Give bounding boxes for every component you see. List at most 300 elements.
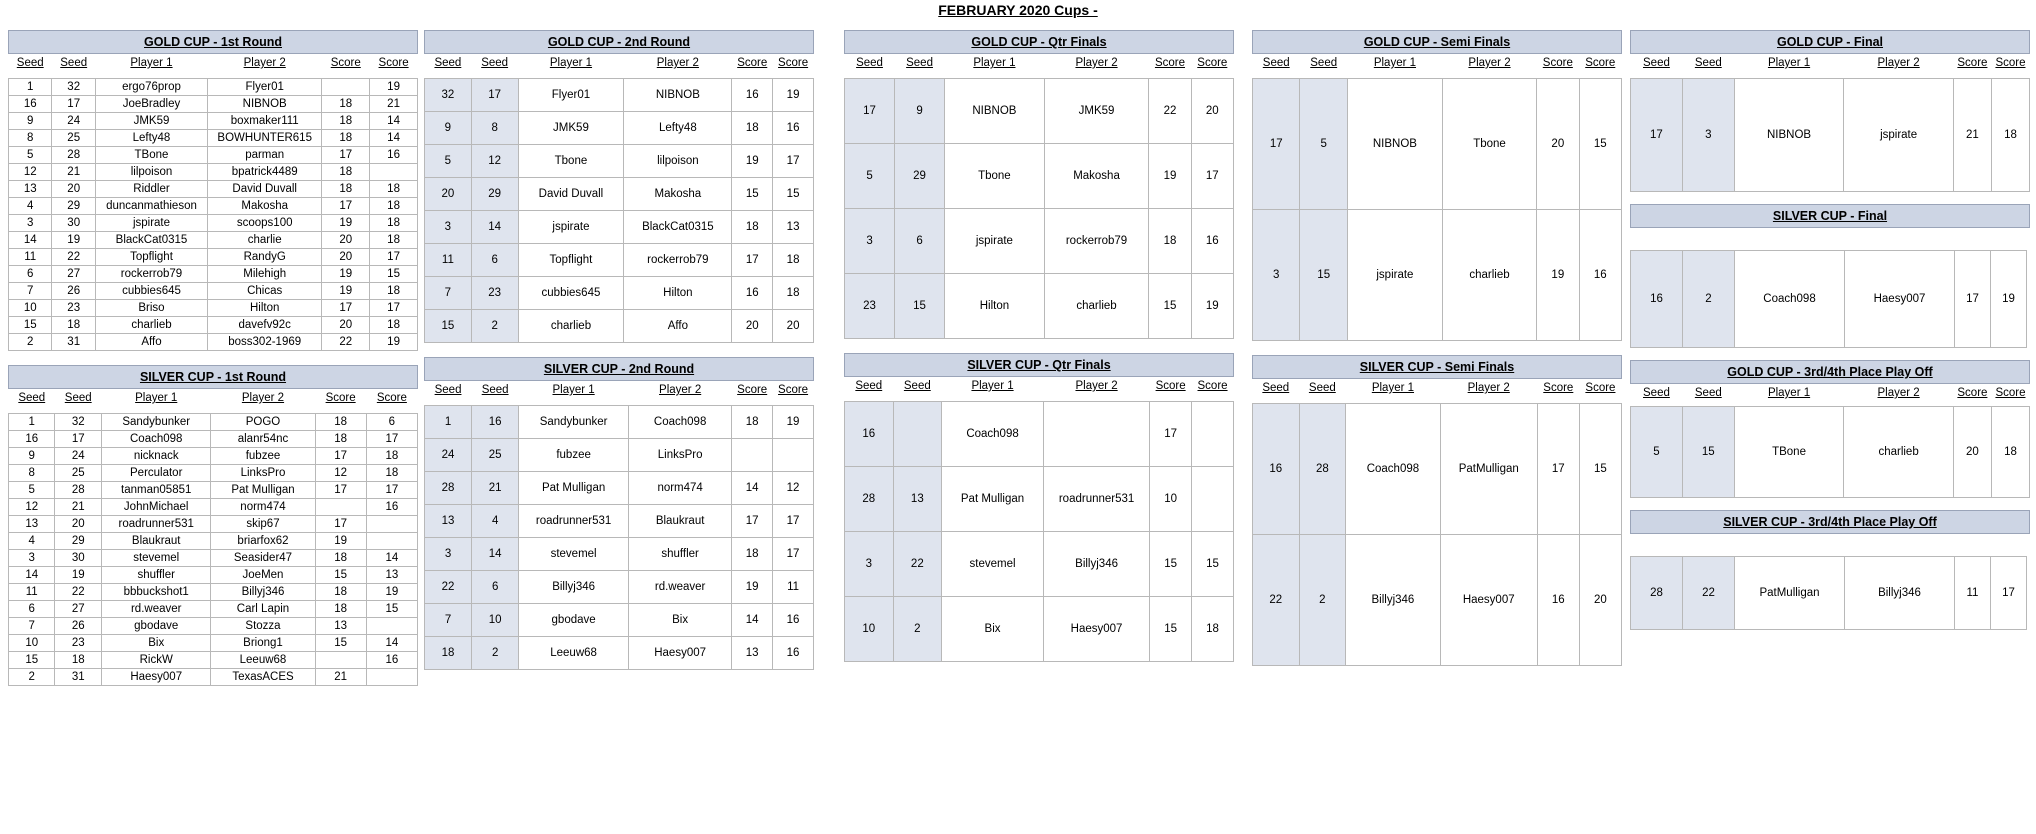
- seed2: 29: [52, 198, 95, 215]
- table-row[interactable]: [9, 164, 418, 181]
- seed1: 18: [425, 637, 472, 670]
- seed2: 14: [471, 211, 518, 244]
- col-header-score1: Score: [737, 57, 768, 69]
- score1: 11: [1955, 557, 1991, 630]
- seed2: 27: [52, 266, 95, 283]
- score2: 18: [773, 277, 814, 310]
- block-gold-final: [1630, 30, 2030, 192]
- score2: 19: [1991, 251, 2027, 348]
- table-row[interactable]: [425, 112, 814, 145]
- table-row[interactable]: [9, 79, 418, 96]
- score2: 20: [1579, 535, 1621, 666]
- score2: 16: [773, 637, 814, 670]
- seed2: 22: [52, 249, 95, 266]
- table-row[interactable]: [425, 211, 814, 244]
- block-heading: SILVER CUP - Semi Finals: [1252, 355, 1622, 379]
- player1: roadrunner531: [519, 505, 629, 538]
- table-row[interactable]: [425, 244, 814, 277]
- col-header-player1: Player 1: [1371, 382, 1415, 394]
- seed1: 17: [1631, 79, 1683, 192]
- table-row[interactable]: [1631, 79, 2030, 192]
- seed2: 18: [52, 317, 95, 334]
- table-row[interactable]: [9, 482, 418, 499]
- seed2: [893, 402, 942, 467]
- player1: Sandybunker: [519, 406, 629, 439]
- seed2: 18: [55, 652, 101, 669]
- score1: 16: [732, 277, 773, 310]
- player2: alanr54nc: [211, 431, 315, 448]
- bracket-table: [1252, 54, 1622, 341]
- table-row[interactable]: [1253, 535, 1622, 666]
- table-row[interactable]: [9, 232, 418, 249]
- col-header-seed1: Seed: [1262, 382, 1290, 394]
- seed2: 20: [52, 181, 95, 198]
- col-header-player2: Player 2: [1075, 380, 1118, 392]
- table-row[interactable]: [9, 283, 418, 300]
- score1: 21: [315, 669, 366, 686]
- player1: nicknack: [101, 448, 211, 465]
- seed2: 13: [893, 467, 942, 532]
- player2: charlieb: [1442, 210, 1536, 341]
- table-row[interactable]: [425, 472, 814, 505]
- table-row[interactable]: [9, 300, 418, 317]
- bracket-table: [1630, 384, 2030, 498]
- score2: 17: [366, 431, 417, 448]
- col-header-seed2: Seed: [481, 57, 509, 69]
- table-row[interactable]: [9, 601, 418, 618]
- col-header-seed1: Seed: [1262, 57, 1290, 69]
- player1: jspirate: [518, 211, 624, 244]
- seed1: 13: [9, 516, 55, 533]
- seed1: 3: [845, 209, 895, 274]
- player1: David Duvall: [518, 178, 624, 211]
- player1: Coach098: [1346, 404, 1441, 535]
- seed2: 29: [895, 144, 945, 209]
- seed1: 10: [845, 597, 894, 662]
- col-header-player1: Player 1: [135, 392, 178, 404]
- player2: LinksPro: [211, 465, 315, 482]
- table-row[interactable]: [9, 181, 418, 198]
- player2: Briong1: [211, 635, 315, 652]
- table-row[interactable]: [9, 334, 418, 351]
- seed2: 22: [55, 584, 101, 601]
- score2: 19: [366, 584, 417, 601]
- table-row[interactable]: [425, 538, 814, 571]
- col-header-score2: Score: [378, 57, 409, 69]
- player2: BlackCat0315: [624, 211, 732, 244]
- col-header-player2: Player 2: [1877, 387, 1920, 399]
- score1: 13: [732, 637, 773, 670]
- seed2: 22: [893, 532, 942, 597]
- score1: 19: [322, 283, 370, 300]
- player1: Tbone: [518, 145, 624, 178]
- table-row[interactable]: [845, 274, 1234, 339]
- player1: lilpoison: [95, 164, 207, 181]
- seed1: 5: [9, 482, 55, 499]
- player1: Topflight: [518, 244, 624, 277]
- seed1: 9: [9, 113, 52, 130]
- seed2: 15: [1682, 407, 1734, 498]
- seed2: 28: [52, 147, 95, 164]
- score1: 18: [315, 431, 366, 448]
- player2: skip67: [211, 516, 315, 533]
- score2: 17: [370, 300, 418, 317]
- score2: 18: [366, 465, 417, 482]
- score2: [366, 533, 417, 550]
- col-header-score2: Score: [1995, 57, 2026, 69]
- seed2: 3: [1682, 79, 1734, 192]
- player1: tanman05851: [101, 482, 211, 499]
- score2: 12: [773, 472, 814, 505]
- table-row[interactable]: [425, 178, 814, 211]
- score1: 19: [732, 571, 773, 604]
- player2: briarfox62: [211, 533, 315, 550]
- player1: shuffler: [101, 567, 211, 584]
- block-silver-3rd: [1630, 510, 2030, 630]
- table-row[interactable]: [425, 637, 814, 670]
- score1: 18: [315, 414, 366, 431]
- score1: 18: [322, 130, 370, 147]
- table-row[interactable]: [9, 652, 418, 669]
- col-header-score2: Score: [1197, 57, 1228, 69]
- table-row[interactable]: [425, 505, 814, 538]
- table-row[interactable]: [845, 597, 1234, 662]
- col-header-seed1: Seed: [1643, 57, 1670, 69]
- table-row[interactable]: [9, 113, 418, 130]
- score1: 20: [322, 232, 370, 249]
- score2: [366, 669, 417, 686]
- seed2: 2: [471, 310, 518, 343]
- player2: Carl Lapin: [211, 601, 315, 618]
- table-row[interactable]: [425, 277, 814, 310]
- score2: 17: [773, 538, 814, 571]
- score1: 14: [732, 472, 773, 505]
- seed2: 21: [52, 164, 95, 181]
- col-header-seed2: Seed: [903, 380, 931, 392]
- seed1: 3: [425, 211, 472, 244]
- score1: 15: [1150, 597, 1192, 662]
- col-header-player2: Player 2: [1468, 57, 1511, 69]
- col-header-seed1: Seed: [856, 57, 883, 69]
- score2: 19: [370, 334, 418, 351]
- player1: JMK59: [95, 113, 207, 130]
- score1: 22: [1149, 79, 1191, 144]
- table-row[interactable]: [9, 147, 418, 164]
- col-header-score1: Score: [1957, 57, 1988, 69]
- table-row[interactable]: [9, 499, 418, 516]
- block-gold-r2: [424, 30, 814, 343]
- table-row[interactable]: [425, 571, 814, 604]
- player2: Chicas: [208, 283, 322, 300]
- player2: rd.weaver: [629, 571, 732, 604]
- table-row[interactable]: [1253, 210, 1622, 341]
- score1: 15: [315, 635, 366, 652]
- seed1: 5: [425, 145, 472, 178]
- player2: POGO: [211, 414, 315, 431]
- table-row[interactable]: [845, 532, 1234, 597]
- table-row[interactable]: [845, 402, 1234, 467]
- table-row[interactable]: [9, 567, 418, 584]
- table-row[interactable]: [9, 414, 418, 431]
- block-gold-semi: [1252, 30, 1622, 341]
- seed1: 3: [425, 538, 472, 571]
- seed1: 23: [845, 274, 895, 339]
- player1: Bix: [942, 597, 1044, 662]
- seed1: 14: [9, 232, 52, 249]
- seed2: 19: [52, 232, 95, 249]
- player2: shuffler: [629, 538, 732, 571]
- seed2: 26: [52, 283, 95, 300]
- score1: 18: [732, 112, 773, 145]
- score2: 18: [370, 283, 418, 300]
- player2: charlieb: [1044, 274, 1149, 339]
- table-row[interactable]: [845, 79, 1234, 144]
- player1: Blaukraut: [101, 533, 211, 550]
- player2: Haesy007: [1440, 535, 1537, 666]
- col-header-player1: Player 1: [552, 384, 595, 396]
- table-row[interactable]: [9, 448, 418, 465]
- table-row[interactable]: [9, 431, 418, 448]
- table-row[interactable]: [425, 604, 814, 637]
- score1: 19: [322, 215, 370, 232]
- score1: 21: [1953, 79, 1991, 192]
- seed1: 12: [9, 499, 55, 516]
- score1: 15: [1150, 532, 1192, 597]
- seed2: 6: [472, 571, 519, 604]
- seed2: 23: [52, 300, 95, 317]
- table-row[interactable]: [845, 144, 1234, 209]
- col-header-player1: Player 1: [1373, 57, 1417, 69]
- table-row[interactable]: [1631, 251, 2027, 348]
- score2: 18: [370, 232, 418, 249]
- table-row[interactable]: [1253, 404, 1622, 535]
- score1: 17: [315, 516, 366, 533]
- seed2: 30: [52, 215, 95, 232]
- score2: 18: [370, 181, 418, 198]
- table-row[interactable]: [9, 215, 418, 232]
- score1: 17: [732, 505, 773, 538]
- score2: 17: [366, 482, 417, 499]
- score2: [370, 164, 418, 181]
- seed1: 16: [1631, 251, 1683, 348]
- col-header-seed2: Seed: [1694, 57, 1722, 69]
- table-row[interactable]: [9, 635, 418, 652]
- bracket-table: [8, 389, 418, 686]
- col-header-score2: Score: [1585, 57, 1616, 69]
- seed2: 25: [52, 130, 95, 147]
- score2: 16: [773, 604, 814, 637]
- col-header-seed1: Seed: [18, 392, 46, 404]
- player1: NIBNOB: [1734, 79, 1844, 192]
- player2: norm474: [211, 499, 315, 516]
- bracket-table: [1252, 379, 1622, 666]
- table-row[interactable]: [9, 130, 418, 147]
- table-row[interactable]: [9, 669, 418, 686]
- score2: 20: [1191, 79, 1233, 144]
- seed2: 26: [55, 618, 101, 635]
- score1: 17: [1955, 251, 1991, 348]
- seed1: 9: [9, 448, 55, 465]
- seed1: 11: [9, 249, 52, 266]
- table-row[interactable]: [425, 406, 814, 439]
- player1: Coach098: [1735, 251, 1845, 348]
- score1: 20: [322, 249, 370, 266]
- table-row[interactable]: [9, 618, 418, 635]
- player1: Lefty48: [95, 130, 207, 147]
- block-heading: GOLD CUP - 3rd/4th Place Play Off: [1630, 360, 2030, 384]
- table-row[interactable]: [425, 145, 814, 178]
- table-row[interactable]: [845, 209, 1234, 274]
- score1: 19: [322, 266, 370, 283]
- player2: Stozza: [211, 618, 315, 635]
- score2: [773, 439, 814, 472]
- col-header-player2: Player 2: [241, 392, 285, 404]
- col-header-score2: Score: [1995, 387, 2026, 399]
- score2: [366, 618, 417, 635]
- seed1: 3: [9, 550, 55, 567]
- score1: 18: [322, 164, 370, 181]
- block-heading: GOLD CUP - Semi Finals: [1252, 30, 1622, 54]
- player1: Tbone: [945, 144, 1045, 209]
- block-silver-final: [1630, 204, 2030, 348]
- col-header-score1: Score: [1542, 57, 1573, 69]
- score2: 18: [1192, 597, 1234, 662]
- player2: Flyer01: [208, 79, 322, 96]
- table-row[interactable]: [9, 533, 418, 550]
- seed1: 11: [425, 244, 472, 277]
- col-header-player2: Player 2: [659, 384, 702, 396]
- score2: 16: [1579, 210, 1621, 341]
- score1: [732, 439, 773, 472]
- player2: davefv92c: [208, 317, 322, 334]
- seed1: 1: [9, 414, 55, 431]
- player1: JMK59: [518, 112, 624, 145]
- table-row[interactable]: [845, 467, 1234, 532]
- player1: Sandybunker: [101, 414, 211, 431]
- seed1: 2: [9, 334, 52, 351]
- seed1: 7: [425, 277, 472, 310]
- score2: 16: [366, 652, 417, 669]
- block-silver-qtr: [844, 353, 1234, 662]
- seed2: 19: [55, 567, 101, 584]
- player1: Riddler: [95, 181, 207, 198]
- seed2: 31: [52, 334, 95, 351]
- player1: JoeBradley: [95, 96, 207, 113]
- col-header-seed1: Seed: [1643, 387, 1670, 399]
- seed1: 11: [9, 584, 55, 601]
- player1: Hilton: [945, 274, 1045, 339]
- seed2: 2: [1683, 251, 1735, 348]
- score1: 17: [322, 198, 370, 215]
- score2: 19: [773, 406, 814, 439]
- score1: 18: [315, 584, 366, 601]
- score2: 17: [773, 145, 814, 178]
- score1: 17: [1150, 402, 1192, 467]
- col-header-score1: Score: [325, 392, 356, 404]
- score1: 10: [1150, 467, 1192, 532]
- table-row[interactable]: [9, 249, 418, 266]
- table-row[interactable]: [1631, 557, 2027, 630]
- player2: Blaukraut: [629, 505, 732, 538]
- column-round2: [424, 30, 814, 670]
- seed1: 28: [425, 472, 472, 505]
- score1: 15: [732, 178, 773, 211]
- seed2: 23: [471, 277, 518, 310]
- seed1: 3: [9, 215, 52, 232]
- table-row[interactable]: [9, 96, 418, 113]
- table-row[interactable]: [9, 465, 418, 482]
- score1: 18: [315, 601, 366, 618]
- block-heading: SILVER CUP - 2nd Round: [424, 357, 814, 381]
- player1: Coach098: [101, 431, 211, 448]
- col-header-seed2: Seed: [60, 57, 88, 69]
- col-header-player2: Player 2: [1467, 382, 1510, 394]
- table-row[interactable]: [9, 198, 418, 215]
- player2: Leeuw68: [211, 652, 315, 669]
- col-header-player1: Player 1: [549, 57, 593, 69]
- seed1: 13: [9, 181, 52, 198]
- player1: Perculator: [101, 465, 211, 482]
- score2: 16: [773, 112, 814, 145]
- col-header-player1: Player 1: [1767, 57, 1811, 69]
- score1: 17: [322, 300, 370, 317]
- score1: 18: [732, 211, 773, 244]
- score1: 18: [1149, 209, 1191, 274]
- table-row[interactable]: [9, 550, 418, 567]
- column-round1: [8, 30, 418, 686]
- col-header-score2: Score: [778, 57, 809, 69]
- seed1: 15: [9, 652, 55, 669]
- score2: 20: [773, 310, 814, 343]
- player1: cubbies645: [518, 277, 624, 310]
- player1: bbbuckshot1: [101, 584, 211, 601]
- score2: 15: [1579, 79, 1621, 210]
- table-row[interactable]: [9, 317, 418, 334]
- score2: 14: [370, 130, 418, 147]
- score2: 15: [1579, 404, 1621, 535]
- player2: rockerrob79: [624, 244, 732, 277]
- table-row[interactable]: [425, 79, 814, 112]
- score1: 13: [315, 618, 366, 635]
- table-row[interactable]: [425, 439, 814, 472]
- table-row[interactable]: [9, 516, 418, 533]
- seed1: 8: [9, 465, 55, 482]
- player2: Milehigh: [208, 266, 322, 283]
- table-row[interactable]: [9, 584, 418, 601]
- block-silver-semi: [1252, 355, 1622, 666]
- col-header-seed2: Seed: [1310, 57, 1338, 69]
- table-row[interactable]: [1631, 407, 2030, 498]
- col-header-seed1: Seed: [855, 380, 883, 392]
- page-title: FEBRUARY 2020 Cups -: [938, 2, 1098, 18]
- seed2: 2: [472, 637, 519, 670]
- seed1: 17: [845, 79, 895, 144]
- player1: stevemel: [519, 538, 629, 571]
- player2: roadrunner531: [1043, 467, 1149, 532]
- seed1: 8: [9, 130, 52, 147]
- table-row[interactable]: [425, 310, 814, 343]
- score2: 6: [366, 414, 417, 431]
- column-semi: [1252, 30, 1622, 666]
- player2: Hilton: [624, 277, 732, 310]
- table-row[interactable]: [9, 266, 418, 283]
- score2: [366, 516, 417, 533]
- seed1: 7: [425, 604, 472, 637]
- player1: duncanmathieson: [95, 198, 207, 215]
- table-row[interactable]: [1253, 79, 1622, 210]
- player2: Billyj346: [211, 584, 315, 601]
- score2: 13: [773, 211, 814, 244]
